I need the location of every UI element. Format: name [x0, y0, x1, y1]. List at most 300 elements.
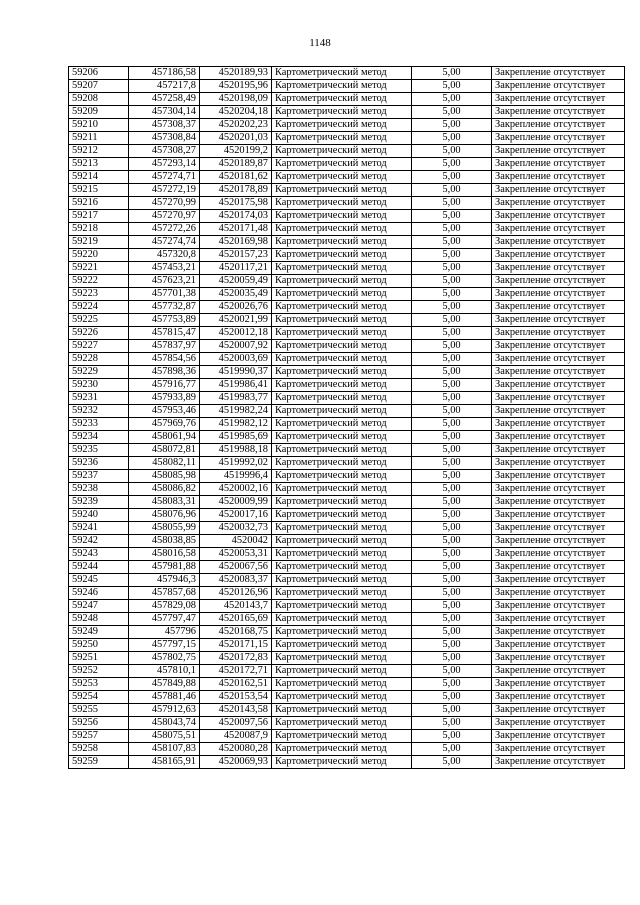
- fixing-cell: Закрепление отсутствует: [492, 80, 625, 93]
- method-cell: Картометрический метод: [272, 327, 412, 340]
- y-coordinate-cell: 4519983,77: [200, 392, 272, 405]
- y-coordinate-cell: 4519990,37: [200, 366, 272, 379]
- point-number-cell: 59210: [69, 119, 129, 132]
- x-coordinate-cell: 457308,27: [129, 145, 200, 158]
- point-number-cell: 59236: [69, 457, 129, 470]
- table-row: [69, 626, 625, 639]
- accuracy-cell: 5,00: [412, 743, 492, 756]
- fixing-cell: Закрепление отсутствует: [492, 756, 625, 769]
- table-row: [69, 535, 625, 548]
- point-number-cell: 59220: [69, 249, 129, 262]
- fixing-cell: Закрепление отсутствует: [492, 587, 625, 600]
- fixing-cell: Закрепление отсутствует: [492, 613, 625, 626]
- table-row: [69, 119, 625, 132]
- accuracy-cell: 5,00: [412, 392, 492, 405]
- y-coordinate-cell: 4520035,49: [200, 288, 272, 301]
- point-number-cell: 59245: [69, 574, 129, 587]
- method-cell: Картометрический метод: [272, 132, 412, 145]
- point-number-cell: 59241: [69, 522, 129, 535]
- table-row: [69, 496, 625, 509]
- x-coordinate-cell: 457969,76: [129, 418, 200, 431]
- x-coordinate-cell: 457732,87: [129, 301, 200, 314]
- fixing-cell: Закрепление отсутствует: [492, 600, 625, 613]
- accuracy-cell: 5,00: [412, 704, 492, 717]
- x-coordinate-cell: 457912,63: [129, 704, 200, 717]
- x-coordinate-cell: 457753,89: [129, 314, 200, 327]
- accuracy-cell: 5,00: [412, 730, 492, 743]
- method-cell: Картометрический метод: [272, 522, 412, 535]
- y-coordinate-cell: 4520175,98: [200, 197, 272, 210]
- fixing-cell: Закрепление отсутствует: [492, 392, 625, 405]
- fixing-cell: Закрепление отсутствует: [492, 288, 625, 301]
- method-cell: Картометрический метод: [272, 262, 412, 275]
- x-coordinate-cell: 457308,37: [129, 119, 200, 132]
- table-row: [69, 613, 625, 626]
- method-cell: Картометрический метод: [272, 119, 412, 132]
- point-number-cell: 59208: [69, 93, 129, 106]
- accuracy-cell: 5,00: [412, 106, 492, 119]
- point-number-cell: 59244: [69, 561, 129, 574]
- table-row: [69, 93, 625, 106]
- accuracy-cell: 5,00: [412, 223, 492, 236]
- point-number-cell: 59251: [69, 652, 129, 665]
- fixing-cell: Закрепление отсутствует: [492, 561, 625, 574]
- table-row: [69, 561, 625, 574]
- method-cell: Картометрический метод: [272, 639, 412, 652]
- accuracy-cell: 5,00: [412, 678, 492, 691]
- accuracy-cell: 5,00: [412, 132, 492, 145]
- accuracy-cell: 5,00: [412, 418, 492, 431]
- fixing-cell: Закрепление отсутствует: [492, 132, 625, 145]
- table-row: [69, 522, 625, 535]
- accuracy-cell: 5,00: [412, 626, 492, 639]
- y-coordinate-cell: 4520053,31: [200, 548, 272, 561]
- table-row: [69, 184, 625, 197]
- method-cell: Картометрический метод: [272, 548, 412, 561]
- accuracy-cell: 5,00: [412, 275, 492, 288]
- accuracy-cell: 5,00: [412, 249, 492, 262]
- point-number-cell: 59237: [69, 470, 129, 483]
- method-cell: Картометрический метод: [272, 509, 412, 522]
- method-cell: Картометрический метод: [272, 392, 412, 405]
- table-row: [69, 405, 625, 418]
- point-number-cell: 59240: [69, 509, 129, 522]
- point-number-cell: 59218: [69, 223, 129, 236]
- y-coordinate-cell: 4519982,12: [200, 418, 272, 431]
- x-coordinate-cell: 457623,21: [129, 275, 200, 288]
- method-cell: Картометрический метод: [272, 353, 412, 366]
- point-number-cell: 59206: [69, 67, 129, 80]
- table-row: [69, 691, 625, 704]
- y-coordinate-cell: 4520032,73: [200, 522, 272, 535]
- x-coordinate-cell: 457854,56: [129, 353, 200, 366]
- x-coordinate-cell: 458016,58: [129, 548, 200, 561]
- point-number-cell: 59216: [69, 197, 129, 210]
- method-cell: Картометрический метод: [272, 613, 412, 626]
- table-row: [69, 379, 625, 392]
- y-coordinate-cell: 4520195,96: [200, 80, 272, 93]
- point-number-cell: 59212: [69, 145, 129, 158]
- fixing-cell: Закрепление отсутствует: [492, 483, 625, 496]
- y-coordinate-cell: 4520017,16: [200, 509, 272, 522]
- fixing-cell: Закрепление отсутствует: [492, 340, 625, 353]
- table-row: [69, 509, 625, 522]
- point-number-cell: 59259: [69, 756, 129, 769]
- y-coordinate-cell: 4520021,99: [200, 314, 272, 327]
- method-cell: Картометрический метод: [272, 249, 412, 262]
- table-row: [69, 600, 625, 613]
- x-coordinate-cell: 457815,47: [129, 327, 200, 340]
- accuracy-cell: 5,00: [412, 483, 492, 496]
- table-row: [69, 366, 625, 379]
- fixing-cell: Закрепление отсутствует: [492, 197, 625, 210]
- y-coordinate-cell: 4520059,49: [200, 275, 272, 288]
- fixing-cell: Закрепление отсутствует: [492, 327, 625, 340]
- accuracy-cell: 5,00: [412, 379, 492, 392]
- method-cell: Картометрический метод: [272, 457, 412, 470]
- accuracy-cell: 5,00: [412, 184, 492, 197]
- table-row: [69, 197, 625, 210]
- point-number-cell: 59229: [69, 366, 129, 379]
- accuracy-cell: 5,00: [412, 496, 492, 509]
- method-cell: Картометрический метод: [272, 587, 412, 600]
- y-coordinate-cell: 4520172,83: [200, 652, 272, 665]
- point-number-cell: 59248: [69, 613, 129, 626]
- y-coordinate-cell: 4520189,87: [200, 158, 272, 171]
- method-cell: Картометрический метод: [272, 223, 412, 236]
- point-number-cell: 59255: [69, 704, 129, 717]
- y-coordinate-cell: 4520143,58: [200, 704, 272, 717]
- point-number-cell: 59209: [69, 106, 129, 119]
- point-number-cell: 59252: [69, 665, 129, 678]
- method-cell: Картометрический метод: [272, 236, 412, 249]
- y-coordinate-cell: 4520012,18: [200, 327, 272, 340]
- method-cell: Картометрический метод: [272, 210, 412, 223]
- point-number-cell: 59217: [69, 210, 129, 223]
- table-row: [69, 145, 625, 158]
- table-row: [69, 457, 625, 470]
- method-cell: Картометрический метод: [272, 704, 412, 717]
- accuracy-cell: 5,00: [412, 522, 492, 535]
- method-cell: Картометрический метод: [272, 301, 412, 314]
- method-cell: Картометрический метод: [272, 80, 412, 93]
- fixing-cell: Закрепление отсутствует: [492, 574, 625, 587]
- accuracy-cell: 5,00: [412, 457, 492, 470]
- method-cell: Картометрический метод: [272, 665, 412, 678]
- accuracy-cell: 5,00: [412, 431, 492, 444]
- point-number-cell: 59242: [69, 535, 129, 548]
- fixing-cell: Закрепление отсутствует: [492, 444, 625, 457]
- y-coordinate-cell: 4520097,56: [200, 717, 272, 730]
- accuracy-cell: 5,00: [412, 756, 492, 769]
- fixing-cell: Закрепление отсутствует: [492, 353, 625, 366]
- table-row: [69, 223, 625, 236]
- method-cell: Картометрический метод: [272, 470, 412, 483]
- x-coordinate-cell: 457217,8: [129, 80, 200, 93]
- fixing-cell: Закрепление отсутствует: [492, 184, 625, 197]
- accuracy-cell: 5,00: [412, 600, 492, 613]
- method-cell: Картометрический метод: [272, 652, 412, 665]
- accuracy-cell: 5,00: [412, 444, 492, 457]
- method-cell: Картометрический метод: [272, 184, 412, 197]
- fixing-cell: Закрепление отсутствует: [492, 652, 625, 665]
- table-row: [69, 483, 625, 496]
- method-cell: Картометрический метод: [272, 418, 412, 431]
- x-coordinate-cell: 458076,96: [129, 509, 200, 522]
- x-coordinate-cell: 457981,88: [129, 561, 200, 574]
- fixing-cell: Закрепление отсутствует: [492, 366, 625, 379]
- table-row: [69, 288, 625, 301]
- x-coordinate-cell: 457320,8: [129, 249, 200, 262]
- fixing-cell: Закрепление отсутствует: [492, 301, 625, 314]
- accuracy-cell: 5,00: [412, 639, 492, 652]
- point-number-cell: 59214: [69, 171, 129, 184]
- y-coordinate-cell: 4519985,69: [200, 431, 272, 444]
- fixing-cell: Закрепление отсутствует: [492, 704, 625, 717]
- method-cell: Картометрический метод: [272, 730, 412, 743]
- method-cell: Картометрический метод: [272, 340, 412, 353]
- fixing-cell: Закрепление отсутствует: [492, 379, 625, 392]
- x-coordinate-cell: 457946,3: [129, 574, 200, 587]
- table-row: [69, 678, 625, 691]
- x-coordinate-cell: 457916,77: [129, 379, 200, 392]
- x-coordinate-cell: 457701,38: [129, 288, 200, 301]
- table-row: [69, 314, 625, 327]
- point-number-cell: 59234: [69, 431, 129, 444]
- x-coordinate-cell: 458055,99: [129, 522, 200, 535]
- point-number-cell: 59239: [69, 496, 129, 509]
- accuracy-cell: 5,00: [412, 353, 492, 366]
- y-coordinate-cell: 4520117,21: [200, 262, 272, 275]
- y-coordinate-cell: 4520174,03: [200, 210, 272, 223]
- fixing-cell: Закрепление отсутствует: [492, 496, 625, 509]
- accuracy-cell: 5,00: [412, 366, 492, 379]
- accuracy-cell: 5,00: [412, 652, 492, 665]
- method-cell: Картометрический метод: [272, 288, 412, 301]
- table-row: [69, 158, 625, 171]
- point-number-cell: 59211: [69, 132, 129, 145]
- accuracy-cell: 5,00: [412, 301, 492, 314]
- table-row: [69, 171, 625, 184]
- accuracy-cell: 5,00: [412, 535, 492, 548]
- y-coordinate-cell: 4520026,76: [200, 301, 272, 314]
- point-number-cell: 59213: [69, 158, 129, 171]
- x-coordinate-cell: 457837,97: [129, 340, 200, 353]
- method-cell: Картометрический метод: [272, 496, 412, 509]
- point-number-cell: 59235: [69, 444, 129, 457]
- y-coordinate-cell: 4520198,09: [200, 93, 272, 106]
- accuracy-cell: 5,00: [412, 405, 492, 418]
- table-row: [69, 262, 625, 275]
- y-coordinate-cell: 4520126,96: [200, 587, 272, 600]
- fixing-cell: Закрепление отсутствует: [492, 171, 625, 184]
- x-coordinate-cell: 457857,68: [129, 587, 200, 600]
- y-coordinate-cell: 4520201,03: [200, 132, 272, 145]
- y-coordinate-cell: 4519992,02: [200, 457, 272, 470]
- x-coordinate-cell: 457849,88: [129, 678, 200, 691]
- table-row: [69, 743, 625, 756]
- y-coordinate-cell: 4520169,98: [200, 236, 272, 249]
- point-number-cell: 59250: [69, 639, 129, 652]
- method-cell: Картометрический метод: [272, 67, 412, 80]
- y-coordinate-cell: 4520067,56: [200, 561, 272, 574]
- table-row: [69, 353, 625, 366]
- point-number-cell: 59230: [69, 379, 129, 392]
- y-coordinate-cell: 4520199,2: [200, 145, 272, 158]
- accuracy-cell: 5,00: [412, 80, 492, 93]
- accuracy-cell: 5,00: [412, 548, 492, 561]
- method-cell: Картометрический метод: [272, 366, 412, 379]
- accuracy-cell: 5,00: [412, 470, 492, 483]
- point-number-cell: 59227: [69, 340, 129, 353]
- fixing-cell: Закрепление отсутствует: [492, 275, 625, 288]
- y-coordinate-cell: 4520087,9: [200, 730, 272, 743]
- y-coordinate-cell: 4519996,4: [200, 470, 272, 483]
- table-row: [69, 418, 625, 431]
- method-cell: Картометрический метод: [272, 431, 412, 444]
- table-row: [69, 236, 625, 249]
- table-row: [69, 665, 625, 678]
- fixing-cell: Закрепление отсутствует: [492, 236, 625, 249]
- fixing-cell: Закрепление отсутствует: [492, 548, 625, 561]
- fixing-cell: Закрепление отсутствует: [492, 67, 625, 80]
- y-coordinate-cell: 4520069,93: [200, 756, 272, 769]
- method-cell: Картометрический метод: [272, 483, 412, 496]
- point-number-cell: 59253: [69, 678, 129, 691]
- x-coordinate-cell: 457308,84: [129, 132, 200, 145]
- accuracy-cell: 5,00: [412, 93, 492, 106]
- fixing-cell: Закрепление отсутствует: [492, 522, 625, 535]
- accuracy-cell: 5,00: [412, 288, 492, 301]
- method-cell: Картометрический метод: [272, 626, 412, 639]
- y-coordinate-cell: 4520003,69: [200, 353, 272, 366]
- x-coordinate-cell: 457186,58: [129, 67, 200, 80]
- x-coordinate-cell: 458083,31: [129, 496, 200, 509]
- y-coordinate-cell: 4520172,71: [200, 665, 272, 678]
- accuracy-cell: 5,00: [412, 314, 492, 327]
- accuracy-cell: 5,00: [412, 236, 492, 249]
- x-coordinate-cell: 458086,82: [129, 483, 200, 496]
- coordinates-table: [68, 66, 625, 769]
- point-number-cell: 59223: [69, 288, 129, 301]
- fixing-cell: Закрепление отсутствует: [492, 314, 625, 327]
- accuracy-cell: 5,00: [412, 262, 492, 275]
- y-coordinate-cell: 4520143,7: [200, 600, 272, 613]
- table-row: [69, 704, 625, 717]
- x-coordinate-cell: 458082,11: [129, 457, 200, 470]
- accuracy-cell: 5,00: [412, 145, 492, 158]
- accuracy-cell: 5,00: [412, 574, 492, 587]
- x-coordinate-cell: 457272,26: [129, 223, 200, 236]
- point-number-cell: 59256: [69, 717, 129, 730]
- table-row: [69, 470, 625, 483]
- y-coordinate-cell: 4520165,69: [200, 613, 272, 626]
- point-number-cell: 59257: [69, 730, 129, 743]
- point-number-cell: 59254: [69, 691, 129, 704]
- fixing-cell: Закрепление отсутствует: [492, 730, 625, 743]
- y-coordinate-cell: 4519982,24: [200, 405, 272, 418]
- table-row: [69, 652, 625, 665]
- y-coordinate-cell: 4520181,62: [200, 171, 272, 184]
- table-row: [69, 574, 625, 587]
- y-coordinate-cell: 4520162,51: [200, 678, 272, 691]
- method-cell: Картометрический метод: [272, 145, 412, 158]
- table-row: [69, 431, 625, 444]
- x-coordinate-cell: 458075,51: [129, 730, 200, 743]
- x-coordinate-cell: 457933,89: [129, 392, 200, 405]
- fixing-cell: Закрепление отсутствует: [492, 457, 625, 470]
- x-coordinate-cell: 457272,19: [129, 184, 200, 197]
- x-coordinate-cell: 458107,83: [129, 743, 200, 756]
- y-coordinate-cell: 4519988,18: [200, 444, 272, 457]
- point-number-cell: 59219: [69, 236, 129, 249]
- x-coordinate-cell: 457829,08: [129, 600, 200, 613]
- accuracy-cell: 5,00: [412, 561, 492, 574]
- point-number-cell: 59258: [69, 743, 129, 756]
- table-row: [69, 392, 625, 405]
- fixing-cell: Закрепление отсутствует: [492, 470, 625, 483]
- x-coordinate-cell: 458043,74: [129, 717, 200, 730]
- y-coordinate-cell: 4520157,23: [200, 249, 272, 262]
- accuracy-cell: 5,00: [412, 509, 492, 522]
- method-cell: Картометрический метод: [272, 535, 412, 548]
- fixing-cell: Закрепление отсутствует: [492, 678, 625, 691]
- x-coordinate-cell: 458085,98: [129, 470, 200, 483]
- method-cell: Картометрический метод: [272, 158, 412, 171]
- point-number-cell: 59233: [69, 418, 129, 431]
- method-cell: Картометрический метод: [272, 314, 412, 327]
- y-coordinate-cell: 4520168,75: [200, 626, 272, 639]
- table-row: [69, 132, 625, 145]
- table-row: [69, 301, 625, 314]
- table-row: [69, 210, 625, 223]
- point-number-cell: 59238: [69, 483, 129, 496]
- point-number-cell: 59243: [69, 548, 129, 561]
- table-row: [69, 730, 625, 743]
- table-row: [69, 249, 625, 262]
- fixing-cell: Закрепление отсутствует: [492, 717, 625, 730]
- y-coordinate-cell: 4520204,18: [200, 106, 272, 119]
- method-cell: Картометрический метод: [272, 691, 412, 704]
- method-cell: Картометрический метод: [272, 574, 412, 587]
- table-row: [69, 80, 625, 93]
- fixing-cell: Закрепление отсутствует: [492, 509, 625, 522]
- point-number-cell: 59207: [69, 80, 129, 93]
- x-coordinate-cell: 458061,94: [129, 431, 200, 444]
- method-cell: Картометрический метод: [272, 717, 412, 730]
- x-coordinate-cell: 457274,71: [129, 171, 200, 184]
- y-coordinate-cell: 4520002,16: [200, 483, 272, 496]
- x-coordinate-cell: 457796: [129, 626, 200, 639]
- table-row: [69, 639, 625, 652]
- fixing-cell: Закрепление отсутствует: [492, 93, 625, 106]
- point-number-cell: 59249: [69, 626, 129, 639]
- x-coordinate-cell: 457881,46: [129, 691, 200, 704]
- y-coordinate-cell: 4520189,93: [200, 67, 272, 80]
- fixing-cell: Закрепление отсутствует: [492, 119, 625, 132]
- point-number-cell: 59231: [69, 392, 129, 405]
- y-coordinate-cell: 4520171,15: [200, 639, 272, 652]
- accuracy-cell: 5,00: [412, 67, 492, 80]
- fixing-cell: Закрепление отсутствует: [492, 158, 625, 171]
- method-cell: Картометрический метод: [272, 678, 412, 691]
- accuracy-cell: 5,00: [412, 717, 492, 730]
- method-cell: Картометрический метод: [272, 600, 412, 613]
- method-cell: Картометрический метод: [272, 275, 412, 288]
- x-coordinate-cell: 457270,97: [129, 210, 200, 223]
- x-coordinate-cell: 458038,85: [129, 535, 200, 548]
- fixing-cell: Закрепление отсутствует: [492, 691, 625, 704]
